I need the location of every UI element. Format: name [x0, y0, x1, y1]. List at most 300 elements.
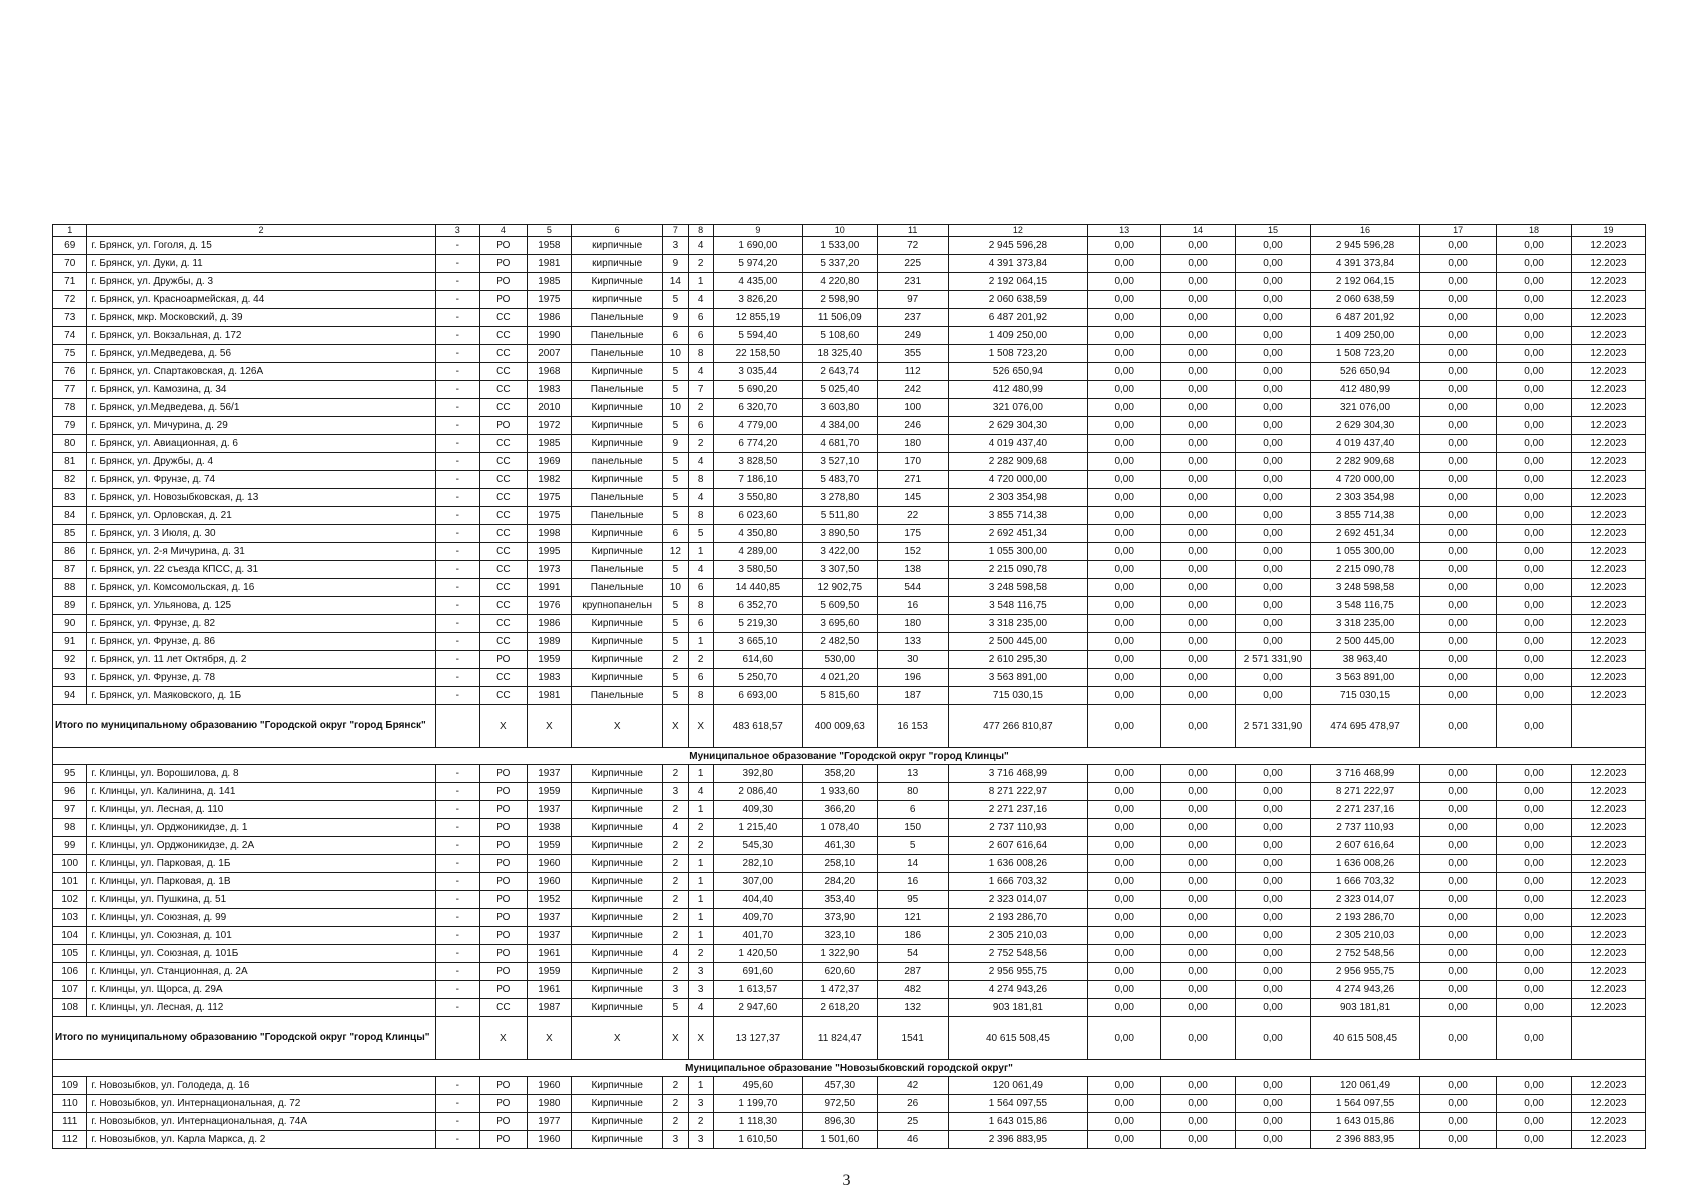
- address-cell: г. Клинцы, ул. Станционная, д. 2А: [87, 963, 435, 981]
- total-cell: [1571, 1017, 1645, 1060]
- table-cell: -: [435, 489, 480, 507]
- table-cell: 0,00: [1420, 345, 1497, 363]
- table-cell: 12: [663, 543, 688, 561]
- table-cell: 412 480,99: [1310, 381, 1419, 399]
- table-cell: 92: [53, 651, 87, 669]
- table-row: [53, 1095, 1646, 1113]
- table-cell: 2 323 014,07: [1310, 891, 1419, 909]
- table-cell: 0,00: [1497, 579, 1572, 597]
- table-cell: 1 118,30: [713, 1113, 802, 1131]
- table-cell: 0,00: [1420, 561, 1497, 579]
- table-cell: 0,00: [1420, 633, 1497, 651]
- table-cell: 2 947,60: [713, 999, 802, 1017]
- table-cell: 97: [53, 801, 87, 819]
- table-cell: 1959: [527, 783, 572, 801]
- table-cell: 0,00: [1497, 1095, 1572, 1113]
- table-cell: 145: [877, 489, 948, 507]
- table-cell: 1937: [527, 801, 572, 819]
- address-cell: г. Брянск, ул. Камозина, д. 34: [87, 381, 435, 399]
- table-cell: 4 391 373,84: [1310, 255, 1419, 273]
- table-cell: 614,60: [713, 651, 802, 669]
- table-cell: 5 025,40: [802, 381, 877, 399]
- table-cell: 1986: [527, 615, 572, 633]
- table-cell: 366,20: [802, 801, 877, 819]
- table-cell: 2: [663, 891, 688, 909]
- table-cell: Кирпичные: [572, 633, 663, 651]
- table-cell: 0,00: [1236, 837, 1311, 855]
- table-cell: 0,00: [1497, 945, 1572, 963]
- table-cell: 187: [877, 687, 948, 705]
- table-cell: 2: [663, 651, 688, 669]
- table-cell: 12.2023: [1571, 237, 1645, 255]
- table-row: [53, 273, 1646, 291]
- address-cell: г. Брянск, ул. Дружбы, д. 4: [87, 453, 435, 471]
- column-number: 16: [1310, 225, 1419, 237]
- table-cell: 1986: [527, 309, 572, 327]
- table-cell: 1960: [527, 1131, 572, 1149]
- table-cell: РО: [480, 981, 528, 999]
- table-cell: 150: [877, 819, 948, 837]
- table-cell: 0,00: [1161, 579, 1236, 597]
- table-cell: СС: [480, 381, 528, 399]
- table-cell: -: [435, 999, 480, 1017]
- table-cell: 0,00: [1497, 765, 1572, 783]
- table-cell: 0,00: [1088, 579, 1161, 597]
- table-cell: 1 055 300,00: [1310, 543, 1419, 561]
- table-cell: Кирпичные: [572, 399, 663, 417]
- table-cell: 0,00: [1161, 435, 1236, 453]
- table-cell: Панельные: [572, 489, 663, 507]
- table-cell: 0,00: [1236, 981, 1311, 999]
- table-cell: 6: [688, 417, 713, 435]
- table-cell: 715 030,15: [1310, 687, 1419, 705]
- table-cell: 0,00: [1236, 543, 1311, 561]
- table-cell: 4 720 000,00: [1310, 471, 1419, 489]
- table-cell: 0,00: [1420, 963, 1497, 981]
- table-cell: 110: [53, 1095, 87, 1113]
- table-row: [53, 381, 1646, 399]
- table-row: [53, 471, 1646, 489]
- table-cell: 4 019 437,40: [948, 435, 1088, 453]
- total-cell: 13 127,37: [713, 1017, 802, 1060]
- table-cell: 175: [877, 525, 948, 543]
- table-cell: 18 325,40: [802, 345, 877, 363]
- table-cell: 0,00: [1088, 399, 1161, 417]
- table-cell: 284,20: [802, 873, 877, 891]
- total-cell: 0,00: [1420, 1017, 1497, 1060]
- table-cell: 3 278,80: [802, 489, 877, 507]
- table-cell: Панельные: [572, 687, 663, 705]
- table-cell: 0,00: [1088, 633, 1161, 651]
- table-cell: 0,00: [1161, 1113, 1236, 1131]
- table-cell: 4 779,00: [713, 417, 802, 435]
- table-cell: 12 902,75: [802, 579, 877, 597]
- table-cell: 138: [877, 561, 948, 579]
- table-cell: 0,00: [1420, 453, 1497, 471]
- table-cell: 98: [53, 819, 87, 837]
- table-cell: 691,60: [713, 963, 802, 981]
- table-row: [53, 909, 1646, 927]
- section-header-row: [53, 1060, 1646, 1077]
- table-cell: 3 422,00: [802, 543, 877, 561]
- table-cell: 0,00: [1497, 453, 1572, 471]
- table-cell: 903 181,81: [1310, 999, 1419, 1017]
- table-row: [53, 561, 1646, 579]
- table-row: [53, 855, 1646, 873]
- table-cell: 12.2023: [1571, 819, 1645, 837]
- table-cell: 6 320,70: [713, 399, 802, 417]
- table-row: [53, 765, 1646, 783]
- table-cell: 3 716 468,99: [1310, 765, 1419, 783]
- table-cell: 4: [688, 291, 713, 309]
- table-cell: СС: [480, 687, 528, 705]
- table-cell: 2: [663, 1095, 688, 1113]
- table-cell: Кирпичные: [572, 891, 663, 909]
- table-cell: 0,00: [1497, 1077, 1572, 1095]
- table-row: [53, 291, 1646, 309]
- table-cell: Кирпичные: [572, 1077, 663, 1095]
- table-cell: 12.2023: [1571, 417, 1645, 435]
- table-cell: 0,00: [1236, 1131, 1311, 1149]
- table-row: [53, 417, 1646, 435]
- table-cell: -: [435, 783, 480, 801]
- table-cell: 0,00: [1420, 327, 1497, 345]
- table-row: [53, 435, 1646, 453]
- table-cell: 12.2023: [1571, 291, 1645, 309]
- table-cell: 8: [688, 471, 713, 489]
- table-cell: 1989: [527, 633, 572, 651]
- table-cell: 2 607 616,64: [1310, 837, 1419, 855]
- table-cell: 12.2023: [1571, 381, 1645, 399]
- table-cell: 6 487 201,92: [948, 309, 1088, 327]
- table-cell: 12.2023: [1571, 471, 1645, 489]
- table-cell: 1 666 703,32: [1310, 873, 1419, 891]
- table-cell: 12.2023: [1571, 525, 1645, 543]
- table-cell: 0,00: [1236, 945, 1311, 963]
- table-cell: 0,00: [1236, 615, 1311, 633]
- table-cell: РО: [480, 819, 528, 837]
- table-cell: 12.2023: [1571, 327, 1645, 345]
- table-cell: 0,00: [1420, 837, 1497, 855]
- table-row: [53, 363, 1646, 381]
- table-cell: 14: [877, 855, 948, 873]
- address-cell: г. Клинцы, ул. Орджоникидзе, д. 2А: [87, 837, 435, 855]
- table-cell: 0,00: [1161, 945, 1236, 963]
- total-cell: 0,00: [1161, 1017, 1236, 1060]
- table-cell: 80: [877, 783, 948, 801]
- table-cell: 3 248 598,58: [1310, 579, 1419, 597]
- table-cell: 74: [53, 327, 87, 345]
- table-cell: 12.2023: [1571, 255, 1645, 273]
- address-cell: г. Брянск, ул. 11 лет Октября, д. 2: [87, 651, 435, 669]
- table-cell: 0,00: [1236, 597, 1311, 615]
- table-cell: 3 890,50: [802, 525, 877, 543]
- table-row: [53, 981, 1646, 999]
- table-cell: 0,00: [1161, 651, 1236, 669]
- table-cell: 12.2023: [1571, 981, 1645, 999]
- table-cell: 972,50: [802, 1095, 877, 1113]
- table-cell: 73: [53, 309, 87, 327]
- table-cell: 1975: [527, 507, 572, 525]
- table-cell: 0,00: [1420, 399, 1497, 417]
- table-cell: 0,00: [1236, 687, 1311, 705]
- table-cell: 0,00: [1088, 927, 1161, 945]
- table-cell: 896,30: [802, 1113, 877, 1131]
- table-cell: 3 563 891,00: [1310, 669, 1419, 687]
- table-cell: 2 618,20: [802, 999, 877, 1017]
- table-cell: 2: [688, 435, 713, 453]
- table-cell: 0,00: [1420, 435, 1497, 453]
- address-cell: г. Клинцы, ул. Союзная, д. 101Б: [87, 945, 435, 963]
- table-cell: 2 629 304,30: [1310, 417, 1419, 435]
- table-cell: 12.2023: [1571, 453, 1645, 471]
- total-cell: 0,00: [1236, 1017, 1311, 1060]
- table-cell: Панельные: [572, 579, 663, 597]
- table-cell: 0,00: [1088, 525, 1161, 543]
- table-cell: 99: [53, 837, 87, 855]
- table-cell: 495,60: [713, 1077, 802, 1095]
- table-cell: 0,00: [1088, 837, 1161, 855]
- column-number: 9: [713, 225, 802, 237]
- table-cell: 0,00: [1161, 237, 1236, 255]
- address-cell: г. Брянск, ул. Мичурина, д. 29: [87, 417, 435, 435]
- table-cell: 0,00: [1161, 999, 1236, 1017]
- address-cell: г. Брянск, ул. 22 съезда КПСС, д. 31: [87, 561, 435, 579]
- table-cell: 2 752 548,56: [1310, 945, 1419, 963]
- table-cell: 0,00: [1236, 963, 1311, 981]
- total-cell: 2 571 331,90: [1236, 705, 1311, 748]
- table-cell: 5 609,50: [802, 597, 877, 615]
- table-cell: 0,00: [1088, 855, 1161, 873]
- table-cell: 1 322,90: [802, 945, 877, 963]
- table-cell: 282,10: [713, 855, 802, 873]
- table-cell: 0,00: [1420, 471, 1497, 489]
- table-cell: 2 192 064,15: [1310, 273, 1419, 291]
- table-cell: 3: [663, 783, 688, 801]
- table-cell: -: [435, 765, 480, 783]
- table-cell: Кирпичные: [572, 765, 663, 783]
- table-cell: -: [435, 435, 480, 453]
- address-cell: г. Брянск, ул. 3 Июля, д. 30: [87, 525, 435, 543]
- table-cell: Панельные: [572, 309, 663, 327]
- table-cell: 0,00: [1420, 999, 1497, 1017]
- table-cell: 2 482,50: [802, 633, 877, 651]
- table-cell: 46: [877, 1131, 948, 1149]
- table-cell: 2 607 616,64: [948, 837, 1088, 855]
- table-cell: Кирпичные: [572, 1095, 663, 1113]
- table-cell: 11 506,09: [802, 309, 877, 327]
- table-cell: 0,00: [1236, 765, 1311, 783]
- table-cell: Кирпичные: [572, 927, 663, 945]
- table-cell: 12.2023: [1571, 507, 1645, 525]
- table-cell: 12.2023: [1571, 435, 1645, 453]
- table-cell: 111: [53, 1113, 87, 1131]
- table-cell: Кирпичные: [572, 909, 663, 927]
- table-cell: -: [435, 819, 480, 837]
- table-cell: 70: [53, 255, 87, 273]
- table-cell: 1987: [527, 999, 572, 1017]
- table-cell: -: [435, 579, 480, 597]
- table-cell: Панельные: [572, 327, 663, 345]
- table-cell: 180: [877, 615, 948, 633]
- table-row: [53, 327, 1646, 345]
- table-cell: 0,00: [1420, 273, 1497, 291]
- column-number: 18: [1497, 225, 1572, 237]
- table-cell: 0,00: [1236, 255, 1311, 273]
- table-cell: 25: [877, 1113, 948, 1131]
- table-cell: 0,00: [1420, 381, 1497, 399]
- table-row: [53, 819, 1646, 837]
- table-cell: 10: [663, 345, 688, 363]
- column-number: 11: [877, 225, 948, 237]
- table-cell: РО: [480, 927, 528, 945]
- table-cell: 1: [688, 891, 713, 909]
- table-cell: 0,00: [1497, 873, 1572, 891]
- section-title: Муниципальное образование "Городской округ "город Клинцы": [53, 748, 1646, 765]
- table-cell: 4: [688, 363, 713, 381]
- table-cell: 231: [877, 273, 948, 291]
- table-cell: 0,00: [1161, 873, 1236, 891]
- table-cell: -: [435, 417, 480, 435]
- table-cell: 0,00: [1420, 291, 1497, 309]
- table-cell: 4: [688, 999, 713, 1017]
- table-cell: СС: [480, 561, 528, 579]
- table-cell: 8: [688, 345, 713, 363]
- table-cell: 12.2023: [1571, 801, 1645, 819]
- table-row: [53, 837, 1646, 855]
- table-cell: -: [435, 615, 480, 633]
- table-cell: 0,00: [1497, 327, 1572, 345]
- address-cell: г. Клинцы, ул. Парковая, д. 1В: [87, 873, 435, 891]
- table-cell: 0,00: [1420, 891, 1497, 909]
- table-cell: 0,00: [1497, 291, 1572, 309]
- address-cell: г. Брянск, ул. Фрунзе, д. 82: [87, 615, 435, 633]
- table-cell: 4 021,20: [802, 669, 877, 687]
- table-cell: -: [435, 237, 480, 255]
- table-cell: 90: [53, 615, 87, 633]
- table-cell: 5 108,60: [802, 327, 877, 345]
- total-cell: 0,00: [1161, 705, 1236, 748]
- table-cell: 12.2023: [1571, 633, 1645, 651]
- table-cell: 12.2023: [1571, 1077, 1645, 1095]
- table-cell: СС: [480, 579, 528, 597]
- table-cell: 0,00: [1088, 1095, 1161, 1113]
- table-cell: 93: [53, 669, 87, 687]
- table-cell: 0,00: [1497, 255, 1572, 273]
- table-cell: 12.2023: [1571, 855, 1645, 873]
- table-cell: 0,00: [1161, 837, 1236, 855]
- table-cell: 6 774,20: [713, 435, 802, 453]
- table-cell: 2 956 955,75: [948, 963, 1088, 981]
- table-cell: Кирпичные: [572, 363, 663, 381]
- table-cell: кирпичные: [572, 255, 663, 273]
- table-cell: 2: [663, 1113, 688, 1131]
- table-cell: 2 193 286,70: [1310, 909, 1419, 927]
- table-cell: 0,00: [1161, 1095, 1236, 1113]
- table-cell: 0,00: [1088, 963, 1161, 981]
- table-row: [53, 597, 1646, 615]
- table-cell: 5: [663, 381, 688, 399]
- total-cell: 0,00: [1088, 705, 1161, 748]
- table-cell: 1 472,37: [802, 981, 877, 999]
- table-cell: 457,30: [802, 1077, 877, 1095]
- total-cell: 16 153: [877, 705, 948, 748]
- table-cell: 1 215,40: [713, 819, 802, 837]
- table-cell: 0,00: [1420, 543, 1497, 561]
- table-cell: 30: [877, 651, 948, 669]
- table-cell: 85: [53, 525, 87, 543]
- table-cell: 0,00: [1088, 651, 1161, 669]
- table-cell: РО: [480, 1077, 528, 1095]
- table-cell: Кирпичные: [572, 873, 663, 891]
- table-cell: 42: [877, 1077, 948, 1095]
- table-cell: 0,00: [1236, 633, 1311, 651]
- table-row: [53, 309, 1646, 327]
- table-cell: 246: [877, 417, 948, 435]
- table-cell: РО: [480, 1131, 528, 1149]
- address-cell: г. Новозыбков, ул. Голодеда, д. 16: [87, 1077, 435, 1095]
- table-cell: СС: [480, 615, 528, 633]
- table-cell: 12.2023: [1571, 999, 1645, 1017]
- table-cell: 0,00: [1236, 855, 1311, 873]
- table-cell: 1937: [527, 909, 572, 927]
- table-cell: 1976: [527, 597, 572, 615]
- section-header-row: [53, 748, 1646, 765]
- table-cell: 4 435,00: [713, 273, 802, 291]
- table-cell: 10: [663, 579, 688, 597]
- table-cell: 1 078,40: [802, 819, 877, 837]
- table-cell: 3 548 116,75: [948, 597, 1088, 615]
- table-cell: СС: [480, 435, 528, 453]
- table-cell: 0,00: [1161, 963, 1236, 981]
- table-cell: 0,00: [1161, 525, 1236, 543]
- table-cell: 2: [688, 1113, 713, 1131]
- table-cell: 5 594,40: [713, 327, 802, 345]
- table-cell: 69: [53, 237, 87, 255]
- table-cell: -: [435, 525, 480, 543]
- table-cell: 12.2023: [1571, 891, 1645, 909]
- table-cell: 3: [663, 237, 688, 255]
- table-cell: РО: [480, 837, 528, 855]
- table-cell: 3 828,50: [713, 453, 802, 471]
- table-cell: 2 271 237,16: [1310, 801, 1419, 819]
- table-cell: 1938: [527, 819, 572, 837]
- table-cell: 2 060 638,59: [1310, 291, 1419, 309]
- address-cell: г. Брянск, ул. Спартаковская, д. 126А: [87, 363, 435, 381]
- table-cell: 97: [877, 291, 948, 309]
- table-cell: 545,30: [713, 837, 802, 855]
- table-cell: 3 563 891,00: [948, 669, 1088, 687]
- table-cell: 0,00: [1088, 669, 1161, 687]
- table-cell: 3 826,20: [713, 291, 802, 309]
- table-cell: 2 323 014,07: [948, 891, 1088, 909]
- table-cell: 0,00: [1236, 801, 1311, 819]
- table-cell: 0,00: [1088, 309, 1161, 327]
- table-cell: 0,00: [1088, 819, 1161, 837]
- table-cell: 0,00: [1088, 291, 1161, 309]
- table-cell: 0,00: [1236, 327, 1311, 345]
- address-cell: г. Брянск, ул. Фрунзе, д. 74: [87, 471, 435, 489]
- table-cell: 2 945 596,28: [1310, 237, 1419, 255]
- table-cell: 1 610,50: [713, 1131, 802, 1149]
- table-cell: 0,00: [1236, 999, 1311, 1017]
- section-title: Муниципальное образование "Новозыбковский городской округ": [53, 1060, 1646, 1077]
- table-cell: 0,00: [1497, 909, 1572, 927]
- table-cell: 1968: [527, 363, 572, 381]
- table-cell: 12 855,19: [713, 309, 802, 327]
- table-cell: 12.2023: [1571, 597, 1645, 615]
- table-cell: 0,00: [1088, 1131, 1161, 1149]
